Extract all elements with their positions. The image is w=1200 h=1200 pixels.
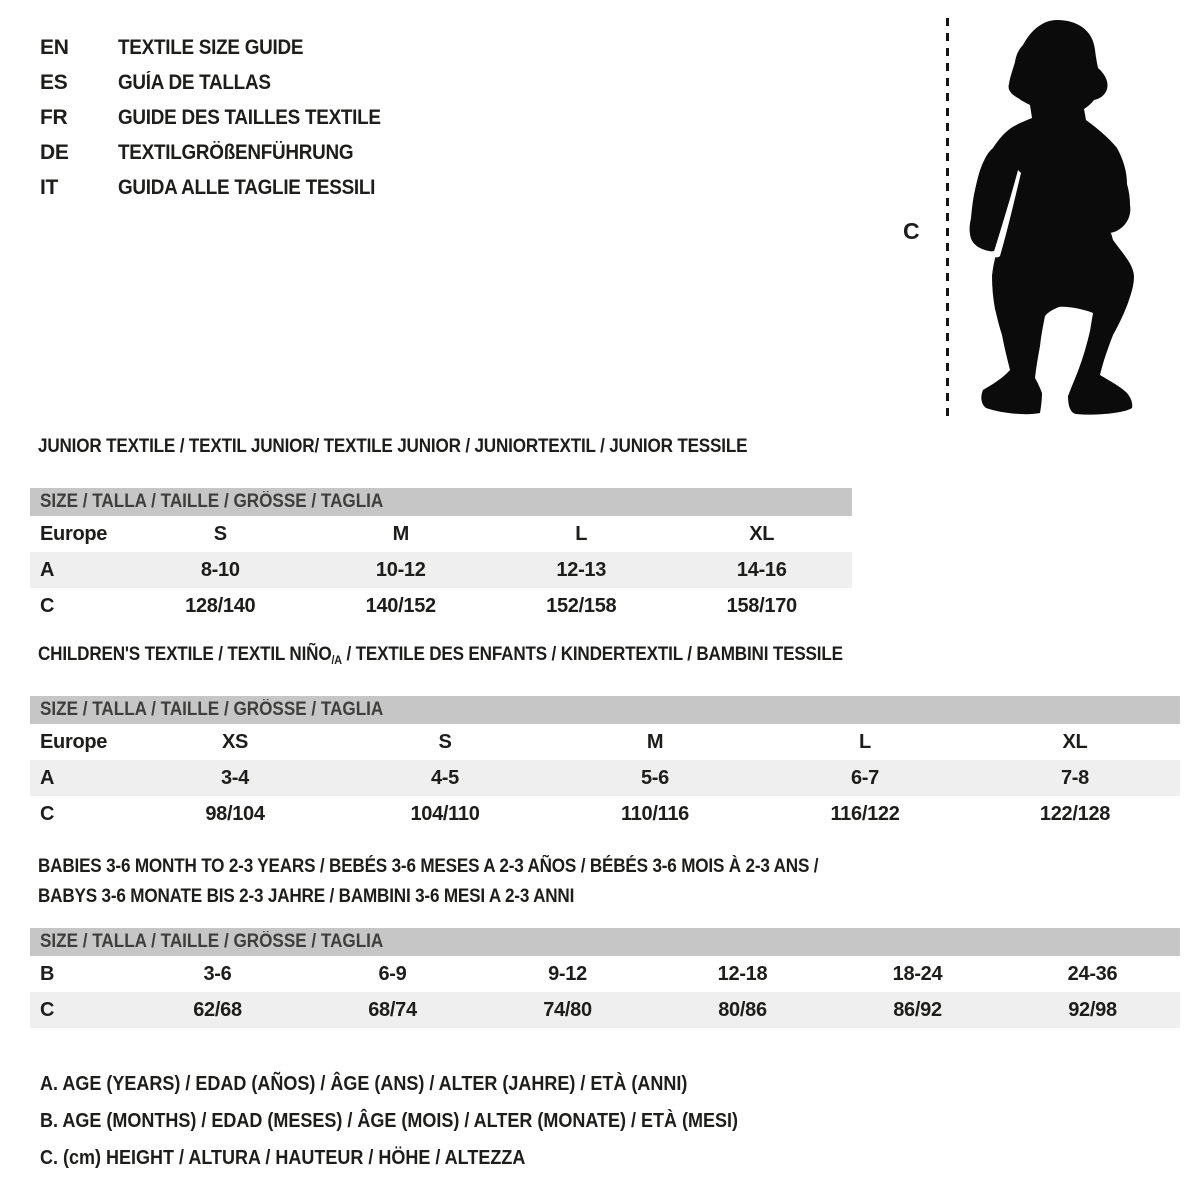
value-cell: 24-36	[1067, 962, 1118, 985]
section-children-textile	[30, 644, 1180, 832]
lang-code: EN	[40, 35, 69, 59]
section-title: JUNIOR TEXTILE / TEXTIL JUNIOR/ TEXTILE JUNIOR / JUNIORTEXTIL / JUNIOR TESSILE	[38, 436, 748, 457]
value-cell: 128/140	[185, 594, 256, 617]
legend-line-a: A. AGE (YEARS) / EDAD (AÑOS) / ÂGE (ANS) / ALTER (JAHRE) / ETÀ (ANNI)	[40, 1073, 688, 1095]
table-row	[30, 516, 852, 552]
row-label-cell: Europe	[40, 522, 108, 545]
lang-row-fr	[40, 100, 410, 135]
lang-title: TEXTILGRÖßENFÜHRUNG	[118, 140, 354, 164]
lang-row-de	[40, 135, 410, 170]
value-cell: 92/98	[1068, 998, 1117, 1021]
lang-code: FR	[40, 105, 68, 129]
children-size-table	[30, 724, 1180, 832]
size-header-bar: SIZE / TALLA / TAILLE / GRÖSSE / TAGLIA	[30, 928, 1180, 956]
lang-code: ES	[40, 70, 68, 94]
table-row	[30, 588, 852, 624]
row-label-cell: B	[40, 962, 55, 985]
lang-title: GUIDE DES TAILLES TEXTILE	[118, 105, 381, 129]
value-cell: 6-9	[378, 962, 407, 985]
lang-row-es	[40, 65, 410, 100]
height-measure-label: C	[903, 218, 920, 244]
lang-row-en	[40, 30, 410, 65]
value-cell: 62/68	[193, 998, 242, 1021]
row-label-cell: C	[40, 998, 55, 1021]
baby-silhouette-image	[955, 12, 1145, 422]
lang-title: GUIDA ALLE TAGLIE TESSILI	[118, 175, 376, 199]
value-cell: 104/110	[410, 802, 480, 825]
table-row	[30, 760, 1180, 796]
table-row	[30, 724, 1180, 760]
language-title-block	[40, 30, 410, 205]
value-cell: 86/92	[893, 998, 942, 1021]
value-cell: 3-4	[220, 766, 249, 789]
babies-size-table	[30, 956, 1180, 1028]
row-label-cell: C	[40, 594, 55, 617]
value-cell: 3-6	[203, 962, 232, 985]
legend-line-b: B. AGE (MONTHS) / EDAD (MESES) / ÂGE (MOIS) / ALTER (MONATE) / ETÀ (MESI)	[40, 1110, 738, 1132]
value-cell: 80/86	[718, 998, 767, 1021]
section-title-line1: BABIES 3-6 MONTH TO 2-3 YEARS / BEBÉS 3-6 MESES A 2-3 AÑOS / BÉBÉS 3-6 MOIS À 2-3 ANS /	[38, 856, 819, 877]
value-cell: 7-8	[1060, 766, 1089, 789]
table-row	[30, 956, 1180, 992]
value-cell: 10-12	[375, 558, 426, 581]
row-label-cell: A	[40, 558, 55, 581]
lang-title: TEXTILE SIZE GUIDE	[118, 35, 304, 59]
table-row	[30, 992, 1180, 1028]
lang-code: DE	[40, 140, 69, 164]
value-cell: 5-6	[640, 766, 669, 789]
value-cell: 98/104	[205, 802, 265, 825]
legend-line-c: C. (cm) HEIGHT / ALTURA / HAUTEUR / HÖHE / ALTEZZA	[40, 1147, 526, 1169]
lang-code: IT	[40, 175, 59, 199]
size-header-bar: SIZE / TALLA / TAILLE / GRÖSSE / TAGLIA	[30, 488, 852, 516]
value-cell: 14-16	[736, 558, 787, 581]
value-cell: 152/158	[546, 594, 617, 617]
value-cell: 116/122	[830, 802, 900, 825]
value-cell: M	[392, 522, 409, 545]
value-cell: 12-18	[717, 962, 768, 985]
value-cell: XL	[749, 522, 775, 545]
value-cell: M	[646, 730, 664, 753]
value-cell: XS	[221, 730, 249, 753]
value-cell: 68/74	[368, 998, 417, 1021]
measurement-legend	[40, 1066, 816, 1177]
value-cell: L	[575, 522, 588, 545]
value-cell: 9-12	[548, 962, 587, 985]
table-row	[30, 796, 1180, 832]
value-cell: XL	[1062, 730, 1088, 753]
value-cell: 158/170	[726, 594, 797, 617]
lang-row-it	[40, 170, 410, 205]
section-title-line2: BABYS 3-6 MONATE BIS 2-3 JAHRE / BAMBINI 3-6 MESI A 2-3 ANNI	[38, 886, 575, 907]
row-label-cell: C	[40, 802, 55, 825]
value-cell: 74/80	[543, 998, 592, 1021]
value-cell: S	[438, 730, 452, 753]
section-babies-textile	[30, 852, 1180, 1028]
section-junior-textile	[30, 436, 852, 624]
height-dashed-line	[946, 18, 949, 416]
value-cell: 122/128	[1039, 802, 1111, 825]
value-cell: 6-7	[850, 766, 879, 789]
junior-size-table	[30, 516, 852, 624]
value-cell: 18-24	[892, 962, 943, 985]
value-cell: 110/116	[621, 802, 689, 825]
value-cell: 12-13	[556, 558, 607, 581]
row-label-cell: Europe	[40, 730, 108, 753]
value-cell: 4-5	[430, 766, 459, 789]
value-cell: S	[213, 522, 227, 545]
value-cell: L	[859, 730, 871, 753]
value-cell: 8-10	[200, 558, 240, 581]
value-cell: 140/152	[365, 594, 436, 617]
row-label-cell: A	[40, 766, 55, 789]
lang-title: GUÍA DE TALLAS	[118, 70, 271, 94]
section-title: CHILDREN'S TEXTILE / TEXTIL $NIÑO_{/A}$ / TEXTILE DES ENFANTS / KINDERTEXTIL / BAMBINI TESSILE	[38, 644, 843, 667]
table-row	[30, 552, 852, 588]
size-header-bar: SIZE / TALLA / TAILLE / GRÖSSE / TAGLIA	[30, 696, 1180, 724]
